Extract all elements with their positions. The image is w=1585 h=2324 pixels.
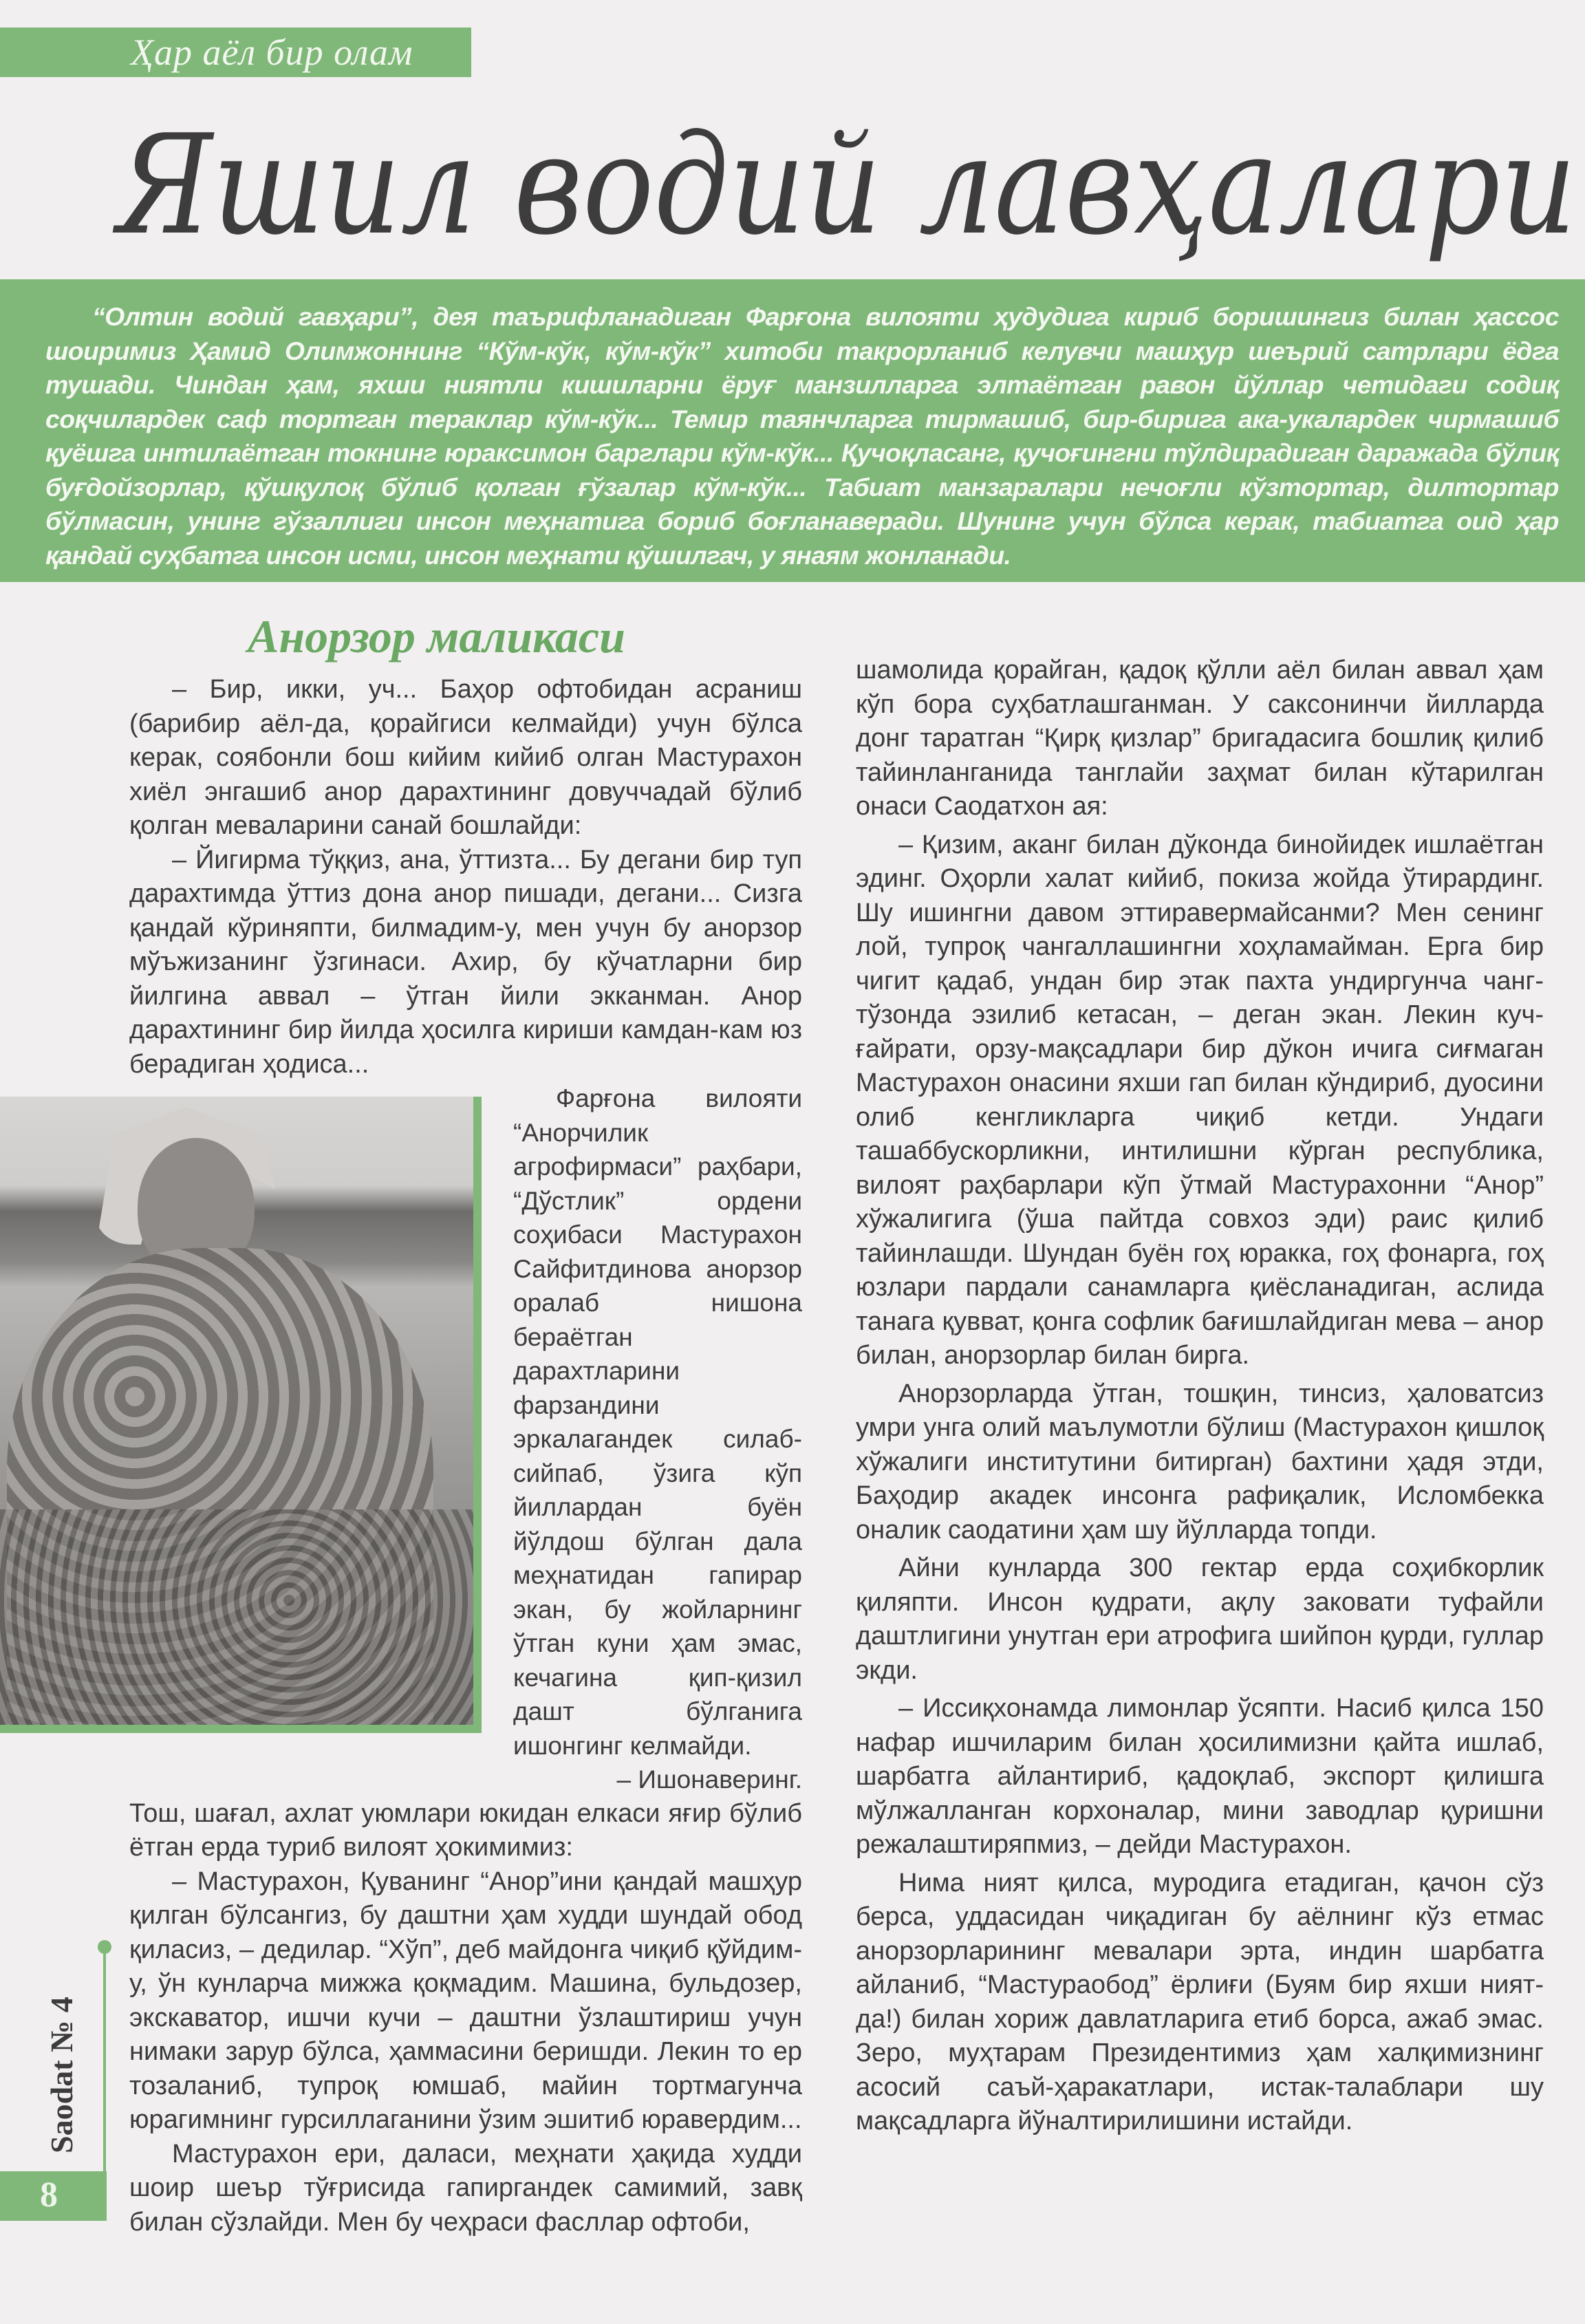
rubric-label: Ҳар аёл бир олам <box>131 32 413 73</box>
article-column-left-top <box>129 673 802 1082</box>
lead-panel <box>0 279 1585 582</box>
paragraph: Тош, шағал, ахлат уюмлари юкидан елкаси яғир бўлиб ётган ерда туриб вилоят ҳокимимиз: <box>129 1798 802 1862</box>
paragraph: – Иссиқхонамда лимонлар ўсяпти. Насиб қилса 150 нафар ишчиларим билан ҳосилимизни қайта ишлаб, шарбатга айлантириб, қадоқлаб, экспорт қилишга мўлжалланган корхоналар, мини заводлар қуришни режалаштиряпмиз, – дейди Мастурахон. <box>856 1694 1544 1859</box>
paragraph: Нима ният қилса, муродига етадиган, қачон сўз берса, уддасидан чиқадиган бу аёлнинг кўз етмас анорзорларининг мевалари эрта, индин шарбатга айланиб, “Мастураобод” ёрлиғи (Буям бир яхши ният-да!) билан хориж давлатларига етиб борса, ажаб эмас. Зеро, муҳтарам Президентимиз ҳам халқимизнинг асосий саъй-ҳаракатлари, истак-талаблари шу мақсадларга йўналтирилишини истайди. <box>856 1868 1544 2135</box>
photo-plants <box>0 1509 482 1733</box>
paragraph: – Қизим, аканг билан дўконда бинойидек ишлаётган эдинг. Оҳорли халат кийиб, покиза жойда ўтирардинг. Шу ишингни давом эттиравермайсанми? Мен сенинг лой, тупроқ чангаллашингни хоҳламайман. Ерга бир чигит қадаб, ундан бир этак пахта ундиргунча чанг-тўзонда эзилиб кетасан, – деган экан. Лекин куч-ғайрати, орзу-мақсадлари бир дўкон ичига сиғмаган Мастурахон онасини яхши гап билан кўндириб, дуосини олиб кенгликларга чиқиб кетди. Ундаги ташаббускорликни, интилишни кўрган республика, вилоят раҳбарлари кўп ўтмай Мастурахонни “Анор” хўжалигига (ўша пайтда совхоз эди) раис қилиб тайинлашди. Шундан буён гоҳ юракка, гоҳ фонарга, гоҳ юзлари пардали санамларга қиёсланадиган, аслида танага қувват, қонга софлик бағишлайдиган мева – анор билан, анорзорлар билан бирга. <box>856 830 1544 1370</box>
paragraph: шамолида қорайган, қадоқ қўлли аёл билан аввал ҳам кўп бора суҳбатлашганман. У саксонинчи йилларда донг таратган “Қирқ қизлар” бригадасига бошлиқ қилиб тайинланганида танглайи заҳмат билан кўтарилган онаси Саодатхон ая: <box>856 656 1544 821</box>
page-number-box <box>0 2171 107 2221</box>
article-column-right <box>856 654 1544 2139</box>
paragraph: – Йигирма тўққиз, ана, ўттизта... Бу дегани бир туп дарахтимда ўттиз дона анор пишади, дегани... Сизга қандай кўриняпти, билмадим-у, мен учун бу анорзор мўъжизанинг ўзгинаси. Ахир, бу кўчатларни бир йилгина аввал – ўтган йили экканман. Анор дарахтининг бир йилда ҳосилга кириши камдан-кам юз берадиган ҳодиса... <box>129 845 802 1079</box>
article-column-left <box>0 605 802 2312</box>
photo-frame-bottom <box>0 1725 482 1733</box>
paragraph: – Ишонаверинг. <box>616 1765 802 1794</box>
magazine-issue-label: Saodat № 4 <box>44 1997 79 2153</box>
paragraph: Айни кунларда 300 гектар ерда соҳибкорлик қиляпти. Инсон қудрати, ақлу заковати туфайли даштлигини унутган ери атрофига шийпон қурди, гуллар экди. <box>856 1553 1544 1685</box>
photo-frame-right <box>473 1097 482 1733</box>
page-title: Яшил водий лавҳалари <box>117 105 1577 266</box>
article-column-wrap <box>513 1082 802 1797</box>
portrait-photo <box>0 1097 482 1733</box>
paragraph: Фарғона вилояти “Анорчилик агрофирмаси” раҳбари, “Дўстлик” ордени соҳибаси Мастурахон Сайфитдинова анорзор оралаб нишона бераётган дарахтларини фарзандини эркалагандек силаб-сийпаб, ўзига кўп йиллардан буён йўлдош бўлган дала меҳнатидан гапирар экан, бу жойларнинг ўтган куни ҳам эмас, кечагина қип-қизил дашт бўлганига ишонгинг келмайди. <box>513 1084 802 1760</box>
lead-text: “Олтин водий гавҳари”, дея таърифланадиган Фарғона вилояти ҳудудига кириб боришингиз билан ҳассос шоиримиз Ҳамид Олимжоннинг “Кўм-кўк, кўм-кўк” хитоби такрорланиб келувчи машҳур шеърий сатрлари ёдга тушади. Чиндан ҳам, яхши ниятли кишиларни ёруғ манзилларга элтаётган равон йўллар четидаги содиқ соқчилардек саф тортган тераклар кўм-кўк... Темир таянчларга тирмашиб, бир-бирига ака-укалардек чирмашиб қуёшга интилаётган токнинг юраксимон барглари кўм-кўк... Қучоқласанг, қучоғингни тўлдирадиган даражада бўлиқ буғдойзорлар, қўшқулоқ бўлиб қолган ғўзалар кўм-кўк... Табиат манзаралари нечоғли кўзтортар, дилтортар бўлмасин, унинг гўзаллиги инсон меҳнатига бориб боғланаверади. Шунинг учун бўлса керак, табиатга оид ҳар қандай суҳбатга инсон исми, инсон меҳнати қўшилгач, у янаям жонланади. <box>45 302 1559 570</box>
paragraph: – Мастурахон, Қуванинг “Анор”ини қандай машҳур қилган бўлсангиз, бу даштни ҳам худди шундай обод қиласиз, – дедилар. “Хўп”, деб майдонга чиқиб қўйдим-у, ўн кунларча мижжа қоқмадим. Машина, бульдозер, экскаватор, ишчи кучи – даштни ўзлаштириш учун нимаки зарур бўлса, ҳаммасини беришди. Лекин то ер тозаланиб, тупроқ юмшаб, майин тортмагунча юрагимнинг гурсиллаганини ўзим эшитиб юравердим... <box>129 1866 802 2134</box>
photo-wrap-zone <box>0 1082 802 1797</box>
paragraph: Мастурахон ери, даласи, меҳнати ҳақида худди шоир шеър тўғрисида гапиргандек самимий, завқ билан сўзлайди. Мен бу чеҳраси фасллар офтоби, <box>129 2139 802 2237</box>
page-number: 8 <box>40 2175 58 2215</box>
paragraph: Анорзорларда ўтган, тошқин, тинсиз, ҳаловатсиз умри унга олий маълумотли бўлиш (Мастурахон қишлоқ хўжалиги институтини битирган) бахтини ҳадя этди, Баҳодир акадек инсонга рафиқалик, Исломбекка оналик саодатини ҳам шу йўлларда топди. <box>856 1379 1544 1545</box>
paragraph: – Бир, икки, уч... Баҳор офтобидан асраниш (барибир аёл-да, қорайгиси келмайди) учун бўлса керак, соябонли бош кийим кийиб олган Мастурахон хиёл энгашиб анор дарахтининг довуччадай бўлиб қолган меваларини санай бошлайди: <box>129 675 802 840</box>
article-column-left-bottom <box>129 1797 802 2240</box>
article-subtitle: Анорзор маликаси <box>248 610 625 663</box>
section-rubric <box>0 28 471 77</box>
